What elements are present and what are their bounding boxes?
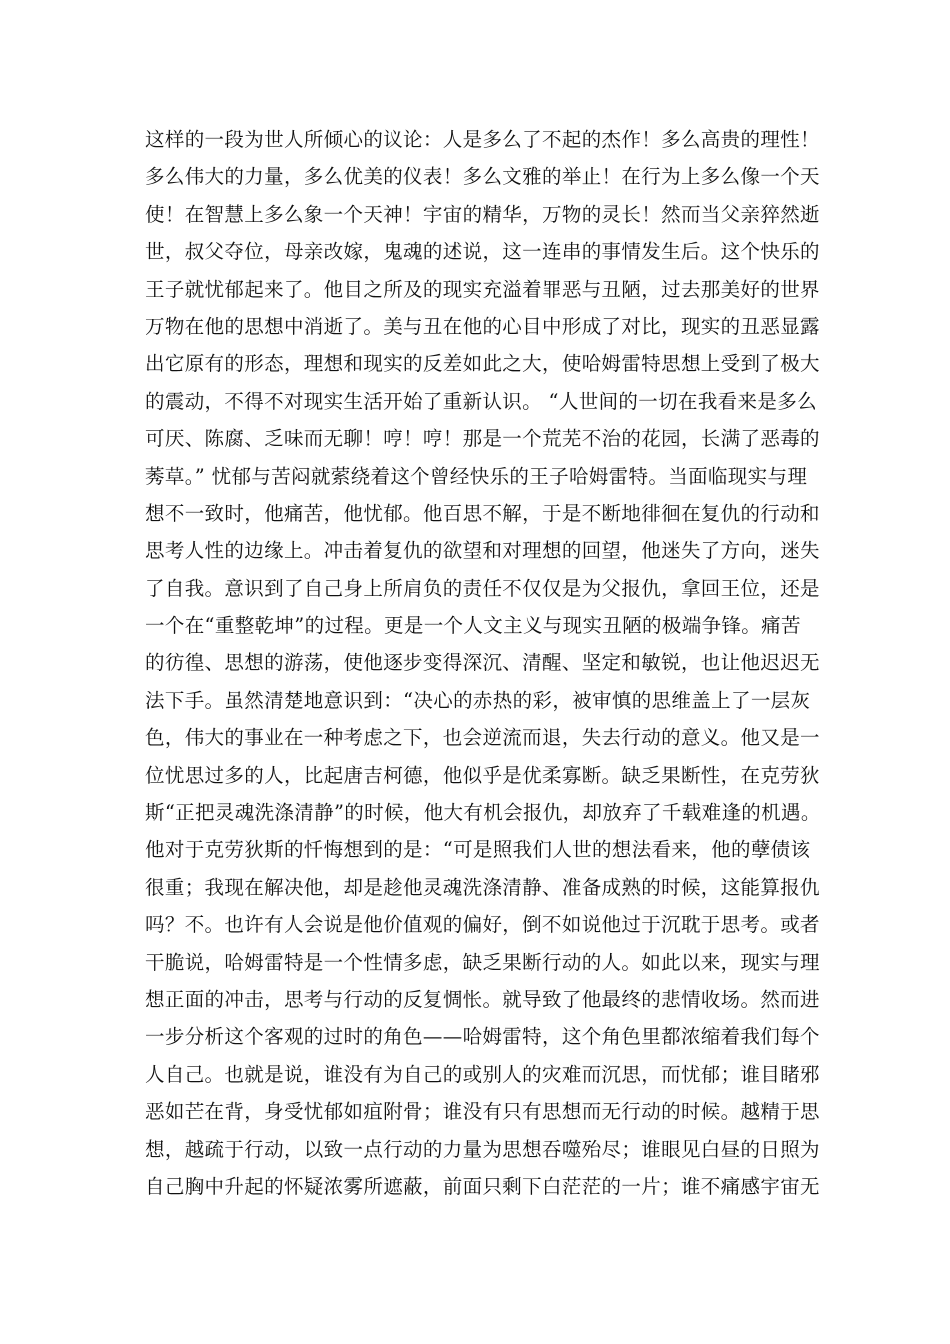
text-line: 一步分析这个客观的过时的角色——哈姆雷特，这个角色里都浓缩着我们每个: [145, 1025, 820, 1049]
text-line: 的震动，不得不对现实生活开始了重新认识。 “人世间的一切在我看来是多么: [145, 389, 817, 413]
text-line: 了自我。意识到了自己身上所肩负的责任不仅仅是为父报仇，拿回王位，还是: [145, 576, 820, 600]
text-line: 想正面的冲击，思考与行动的反复惆怅。就导致了他最终的悲情收场。然而进: [145, 987, 820, 1011]
text-line: 一个在“重整乾坤”的过程。更是一个人文主义与现实丑陋的极端争锋。痛苦: [145, 614, 801, 638]
text-line: 位忧思过多的人，比起唐吉柯德，他似乎是优柔寡断。缺乏果断性，在克劳狄: [145, 763, 820, 787]
text-line: 世，叔父夺位，母亲改嫁，鬼魂的述说，这一连串的事情发生后。这个快乐的: [145, 240, 820, 264]
text-line: 想，越疏于行动，以致一点行动的力量为思想吞噬殆尽；谁眼见白昼的日照为: [145, 1137, 820, 1161]
text-line: 的彷徨、思想的游荡，使他逐步变得深沉、清醒、坚定和敏锐，也让他迟迟无: [145, 651, 820, 675]
text-line: 干脆说，哈姆雷特是一个性情多虑，缺乏果断行动的人。如此以来，现实与理: [145, 950, 820, 974]
text-line: 莠草。” 忧郁与苦闷就萦绕着这个曾经快乐的王子哈姆雷特。当面临现实与理: [145, 464, 808, 488]
text-line: 他对于克劳狄斯的忏悔想到的是：“可是照我们人世的想法看来，他的孽债该: [145, 838, 811, 862]
text-line: 多么伟大的力量，多么优美的仪表！多么文雅的举止！在行为上多么像一个天: [145, 165, 820, 189]
text-line: 自己胸中升起的怀疑浓雾所遮蔽，前面只剩下白茫茫的一片；谁不痛感宇宙无: [145, 1174, 820, 1198]
text-line: 法下手。虽然清楚地意识到：“决心的赤热的彩，被审慎的思维盖上了一层灰: [145, 688, 811, 712]
text-line: 恶如芒在背，身受忧郁如疽附骨；谁没有只有思想而无行动的时候。越精于思: [145, 1100, 820, 1124]
text-line: 出它原有的形态，理想和现实的反差如此之大，使哈姆雷特思想上受到了极大: [145, 352, 820, 376]
body-paragraph: [145, 121, 821, 1205]
text-line: 吗？不。也许有人会说是他价值观的偏好，倒不如说他过于沉耽于思考。或者: [145, 913, 820, 937]
text-line: 这样的一段为世人所倾心的议论：人是多么了不起的杰作！多么高贵的理性！: [145, 128, 820, 151]
text-line: 斯“正把灵魂洗涤清静”的时候，他大有机会报仇，却放弃了千载难逢的机遇。: [145, 801, 821, 825]
text-line: 王子就忧郁起来了。他目之所及的现实充溢着罪恶与丑陋，过去那美好的世界: [145, 277, 820, 301]
text-line: 很重；我现在解决他，却是趁他灵魂洗涤清静、准备成熟的时候，这能算报仇: [145, 875, 820, 899]
text-line: 想不一致时，他痛苦，他忧郁。他百思不解，于是不断地徘徊在复仇的行动和: [145, 501, 820, 525]
text-line: 万物在他的思想中消逝了。美与丑在他的心目中形成了对比，现实的丑恶显露: [145, 314, 820, 338]
text-line: 可厌、陈腐、乏味而无聊！哼！哼！那是一个荒芜不治的花园，长满了恶毒的: [145, 427, 820, 451]
text-line: 人自己。也就是说，谁没有为自己的或别人的灾难而沉思，而忧郁；谁目睹邪: [145, 1062, 820, 1086]
text-line: 思考人性的边缘上。冲击着复仇的欲望和对理想的回望，他迷失了方向，迷失: [145, 539, 820, 563]
text-line: 色，伟大的事业在一种考虑之下，也会逆流而退，失去行动的意义。他又是一: [145, 726, 820, 750]
text-line: 使！在智慧上多么象一个天神！宇宙的精华，万物的灵长！然而当父亲猝然逝: [145, 202, 820, 226]
